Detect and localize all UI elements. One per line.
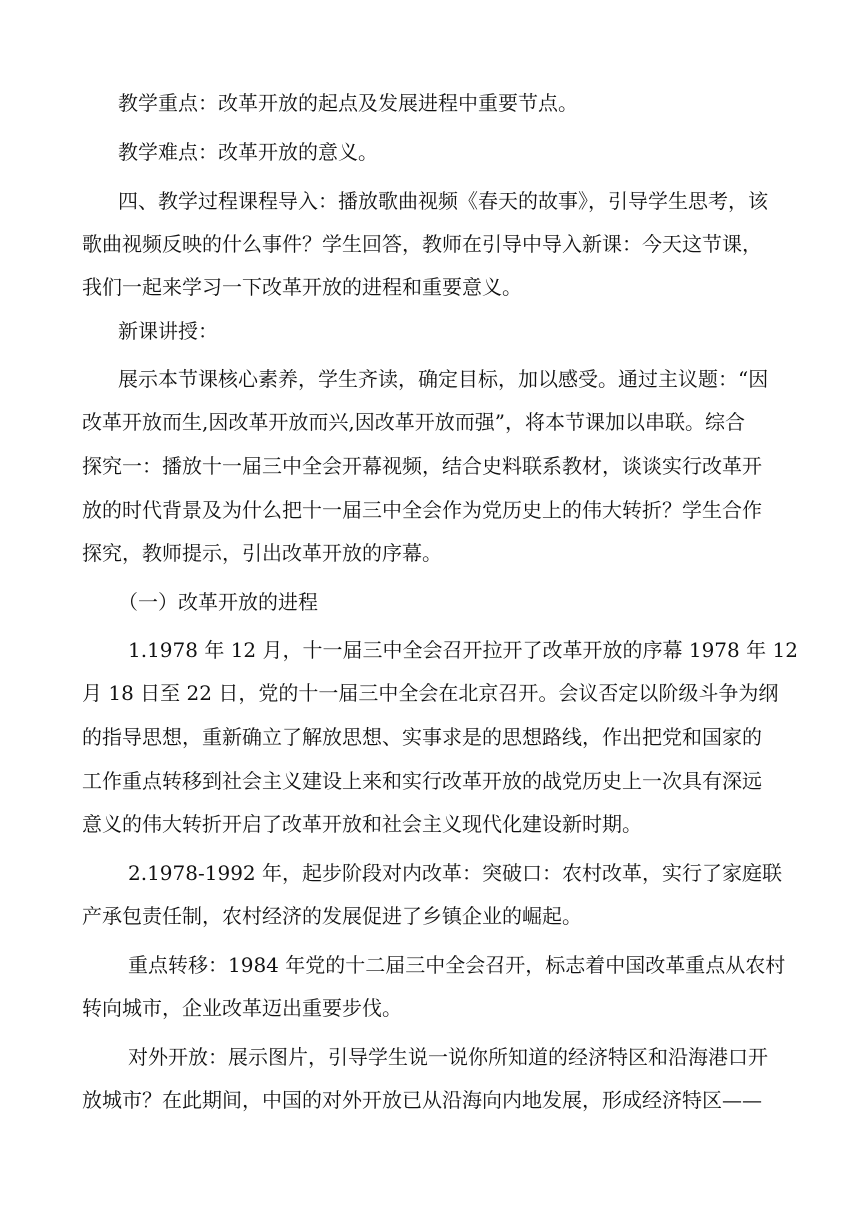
text-line: 新课讲授：: [118, 319, 218, 343]
text-line: 探究一：播放十一届三中全会开幕视频，结合史料联系教材，谈谈实行改革开: [82, 454, 762, 478]
text-line: 教学重点：改革开放的起点及发展进程中重要节点。: [118, 91, 578, 115]
text-line: 教学难点：改革开放的意义。: [118, 140, 378, 164]
text-line: 1.1978 年 12 月，十一届三中全会召开拉开了改革开放的序幕 1978 年 12: [128, 638, 798, 662]
text-line: 放城市？在此期间，中国的对外开放已从沿海向内地发展，形成经济特区——: [82, 1088, 762, 1112]
text-line: 探究，教师提示，引出改革开放的序幕。: [82, 541, 442, 565]
text-line: 产承包责任制，农村经济的发展促进了乡镇企业的崛起。: [82, 904, 582, 928]
text-line: 工作重点转移到社会主义建设上来和实行改革开放的战党历史上一次具有深远: [82, 769, 762, 793]
text-line: 歌曲视频反映的什么事件？学生回答，教师在引导中导入新课：今天这节课，: [82, 232, 762, 256]
text-line: 意义的伟大转折开启了改革开放和社会主义现代化建设新时期。: [82, 812, 642, 836]
text-line: 对外开放：展示图片，引导学生说一说你所知道的经济特区和沿海港口开: [128, 1045, 768, 1069]
text-line: 我们一起来学习一下改革开放的进程和重要意义。: [82, 275, 522, 299]
text-line: 2.1978-1992 年，起步阶段对内改革：突破口：农村改革，实行了家庭联: [128, 861, 782, 885]
text-line: 的指导思想，重新确立了解放思想、实事求是的思想路线，作出把党和国家的: [82, 725, 762, 749]
text-line: 重点转移：1984 年党的十二届三中全会召开，标志着中国改革重点从农村: [128, 953, 786, 977]
text-line: 展示本节课核心素养，学生齐读，确定目标，加以感受。通过主议题：“因: [118, 367, 769, 391]
text-line: 改革开放而生,因改革开放而兴,因改革开放而强”，将本节课加以串联。综合: [82, 410, 745, 434]
text-line: 四、教学过程课程导入：播放歌曲视频《春天的故事》，引导学生思考，该: [118, 189, 768, 213]
text-line: 转向城市，企业改革迈出重要步伐。: [82, 996, 402, 1020]
text-line: 放的时代背景及为什么把十一届三中全会作为党历史上的伟大转折？学生合作: [82, 498, 762, 522]
section-heading: （一）改革开放的进程: [118, 590, 318, 614]
text-line: 月 18 日至 22 日，党的十一届三中全会在北京召开。会议否定以阶级斗争为纲: [82, 681, 779, 705]
